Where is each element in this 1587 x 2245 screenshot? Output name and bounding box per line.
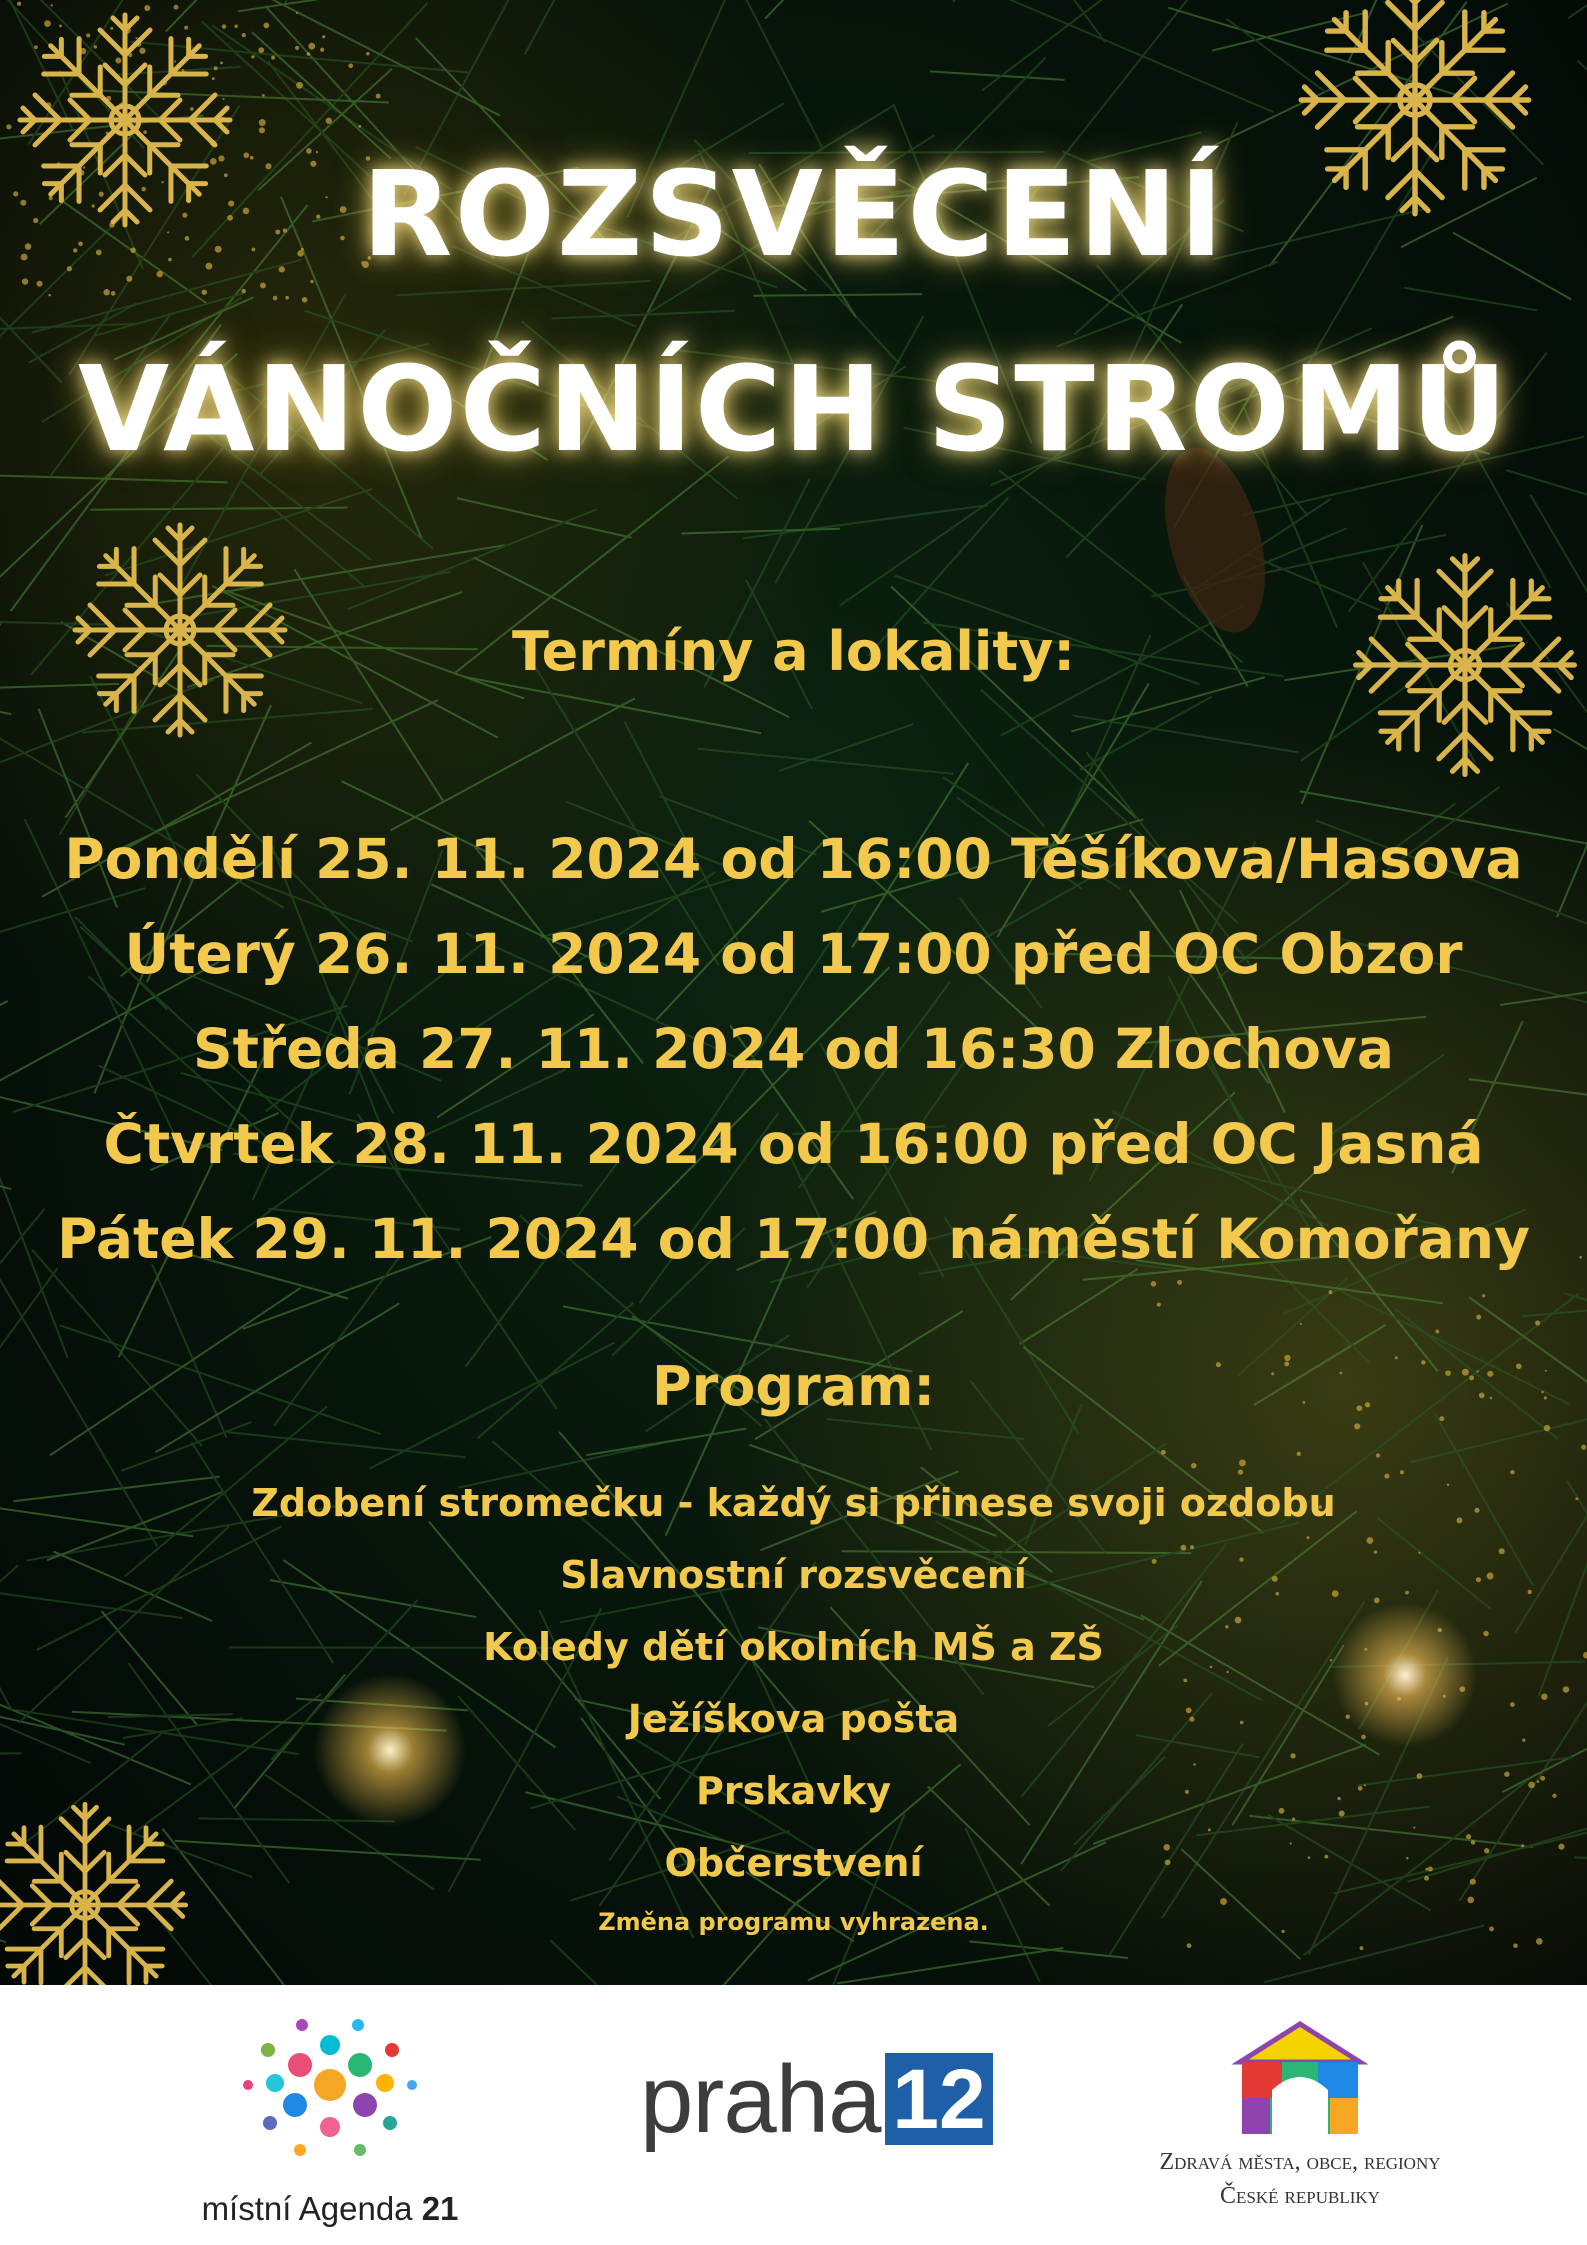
zdrava-line-1: Zdravá města, obce, regiony — [1159, 2149, 1441, 2175]
zdrava-mesta-label — [1110, 2145, 1490, 2213]
agenda21-prefix: místní Agenda — [201, 2190, 422, 2227]
zdrava-line-2: České republiky — [1220, 2183, 1380, 2209]
dots-circle-icon — [180, 2005, 480, 2185]
schedule-list — [0, 812, 1587, 1287]
title-line-2: VÁNOČNÍCH STROMŮ — [77, 340, 1510, 478]
program-item: Zdobení stromečku - každý si přinese svoji ozdobu — [251, 1481, 1336, 1525]
program-change-note: Změna programu vyhrazena. — [598, 1908, 989, 1936]
title-line-1: ROZSVĚCENÍ — [361, 145, 1226, 283]
program-item: Občerstvení — [664, 1841, 923, 1885]
program-item: Ježíškova pošta — [627, 1697, 960, 1741]
praha12-logo — [630, 2045, 1000, 2165]
praha-number: 12 — [885, 2053, 993, 2145]
schedule-item: Čtvrtek 28. 11. 2024 od 16:00 před OC Jasná — [103, 1112, 1484, 1176]
schedule-item: Úterý 26. 11. 2024 od 17:00 před OC Obzor — [124, 922, 1463, 986]
program-item: Koledy dětí okolních MŠ a ZŠ — [483, 1625, 1104, 1669]
schedule-item: Středa 27. 11. 2024 od 16:30 Zlochova — [193, 1017, 1394, 1081]
praha-word: praha — [640, 2046, 881, 2153]
program-item: Slavnostní rozsvěcení — [560, 1553, 1027, 1597]
zdrava-mesta-logo — [1110, 2020, 1490, 2240]
program-list — [0, 1467, 1587, 1899]
program-item: Prskavky — [696, 1769, 891, 1813]
schedule-heading: Termíny a lokality: — [512, 620, 1075, 683]
program-heading: Program: — [652, 1355, 935, 1418]
schedule-item: Pátek 29. 11. 2024 od 17:00 náměstí Komořany — [57, 1207, 1530, 1271]
schedule-item: Pondělí 25. 11. 2024 od 16:00 Těšíkova/Hasova — [64, 827, 1523, 891]
agenda21-number: 21 — [421, 2190, 459, 2227]
agenda21-label — [180, 2190, 480, 2228]
footer-logos — [0, 1985, 1587, 2245]
colorful-house-icon — [1230, 2020, 1370, 2140]
agenda21-logo — [180, 2005, 480, 2235]
